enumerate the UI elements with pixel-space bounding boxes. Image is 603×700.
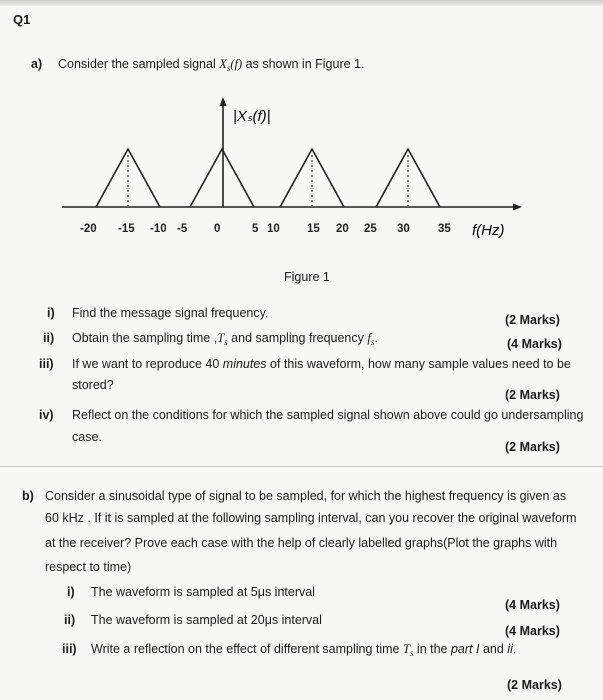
- spectrum-figure: [0, 95, 603, 245]
- item-text: and sampling frequency: [227, 331, 368, 345]
- part-b-line-1: Consider a sinusoidal type of signal to be sampled, for which the highest frequency is given as: [45, 489, 567, 503]
- item-a-ii-number: ii): [43, 331, 55, 345]
- x-axis-label: f(Hz): [472, 222, 505, 239]
- tick-label: -15: [118, 223, 135, 235]
- intro-text-end: as shown in Figure 1.: [242, 57, 365, 71]
- symbol-ts-sub: s: [224, 337, 228, 347]
- tick-labels: [80, 223, 451, 235]
- tick-label: 5: [252, 223, 259, 235]
- item-b-iii-marks: (2 Marks): [507, 678, 562, 692]
- item-b-ii-number: ii): [64, 613, 76, 627]
- y-axis-arrow: [220, 97, 227, 106]
- intro-subscript: s: [226, 63, 231, 73]
- item-b-i-marks: (4 Marks): [505, 598, 560, 612]
- intro-argument: (f): [230, 57, 243, 71]
- part-b-line-4: respect to time): [45, 560, 132, 574]
- item-emphasis: part I: [450, 642, 480, 656]
- item-a-i-text: Find the message signal frequency.: [72, 306, 269, 320]
- tick-label: 35: [438, 223, 451, 235]
- item-b-ii-text: The waveform is sampled at 20μs interval: [91, 613, 322, 627]
- item-a-iii-line2: stored?: [72, 378, 114, 392]
- item-a-iii-marks: (2 Marks): [505, 388, 560, 402]
- symbol-fs-sub: s: [370, 337, 375, 347]
- item-a-iv-text: Reflect on the conditions for which the sampled signal shown above could go undersampling: [72, 408, 584, 422]
- item-a-iv-marks: (2 Marks): [505, 440, 560, 454]
- item-text: and: [479, 642, 508, 656]
- item-text: of this waveform, how many sample values need to be: [266, 357, 571, 371]
- part-b-label: b): [22, 489, 34, 503]
- item-a-iv-line2: case.: [72, 430, 102, 444]
- tick-label: 15: [307, 223, 320, 235]
- item-a-iii-text: [72, 357, 571, 371]
- item-text: .: [374, 331, 378, 345]
- item-text: If we want to reproduce 40: [72, 357, 223, 371]
- figure-caption: Figure 1: [284, 270, 330, 284]
- y-axis-label: |Xₛ(f)|: [233, 108, 271, 125]
- tick-label: -20: [80, 223, 97, 235]
- tick-label: 25: [364, 223, 377, 235]
- part-a-intro: [58, 57, 364, 73]
- item-a-iii-number: iii): [39, 357, 54, 371]
- item-a-i-marks: (2 Marks): [505, 313, 560, 327]
- section-divider: [0, 466, 603, 467]
- symbol-ts: T: [217, 331, 225, 345]
- symbol-ts: T: [402, 642, 410, 656]
- part-a-label: a): [31, 57, 43, 71]
- spectrum-triangle-2: [190, 149, 254, 207]
- item-text: .: [512, 642, 517, 656]
- intro-symbol: X: [219, 57, 227, 71]
- spectrum-triangle-1: [96, 149, 160, 207]
- tick-label: 30: [397, 223, 410, 235]
- spectrum-triangle-4: [376, 149, 440, 207]
- item-a-i-number: i): [47, 306, 55, 320]
- tick-label: 10: [267, 223, 280, 235]
- question-number: Q1: [13, 12, 31, 27]
- item-emphasis: minutes: [222, 357, 267, 371]
- item-a-iv-number: iv): [39, 408, 54, 422]
- part-b-line-2: 60 kHz . If it is sampled at the following sampling interval, can you recover the original waveform: [45, 511, 577, 525]
- item-b-i-text: The waveform is sampled at 5μs interval: [91, 585, 315, 599]
- intro-text: Consider the sampled signal: [58, 57, 220, 71]
- symbol-fs: f: [367, 331, 371, 345]
- item-emphasis: ii: [507, 642, 513, 656]
- item-b-ii-marks: (4 Marks): [505, 624, 560, 638]
- tick-label: 0: [214, 223, 221, 235]
- top-edge: [0, 0, 603, 6]
- item-text: in the: [413, 642, 451, 656]
- tick-label: -5: [177, 223, 188, 235]
- part-b-line-3: at the receiver? Prove each case with the help of clearly labelled graphs(Plot the graphs with: [45, 536, 558, 550]
- tick-label: -10: [150, 223, 167, 235]
- item-b-iii-number: iii): [62, 642, 77, 656]
- item-b-iii-text: [91, 642, 516, 658]
- item-text: Write a reflection on the effect of different sampling time: [91, 642, 403, 656]
- tick-label: 20: [336, 223, 349, 235]
- item-a-ii-marks: (4 Marks): [507, 337, 562, 351]
- item-b-i-number: i): [67, 585, 75, 599]
- x-axis-arrow: [513, 204, 522, 211]
- item-a-ii-text: [72, 331, 378, 347]
- item-text: Obtain the sampling time ,: [72, 331, 218, 345]
- spectrum-triangle-3: [280, 149, 344, 207]
- symbol-ts-sub: s: [409, 648, 414, 658]
